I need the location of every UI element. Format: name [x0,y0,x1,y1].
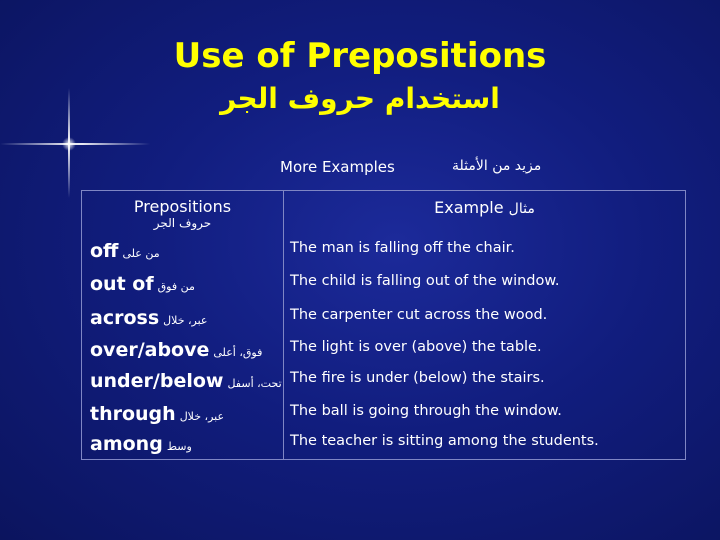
preposition-arabic: وسط [166,440,192,453]
preposition-cell [90,235,160,267]
example-sentence: The fire is under (below) the stairs. [290,370,545,386]
preposition-cell [90,428,192,460]
preposition-cell [90,365,282,397]
table-row [82,398,685,430]
header-example-label: Example [434,198,504,217]
more-examples-label: More Examples [280,158,395,176]
preposition-arabic: عبر، خلال [163,314,208,327]
example-sentence: The teacher is sitting among the students. [290,433,599,449]
preposition-word: out of [90,273,154,295]
example-sentence: The child is falling out of the window. [290,273,560,289]
prepositions-table [81,190,686,460]
table-row [82,268,685,300]
header-prepositions [82,198,283,230]
preposition-arabic: عبر، خلال [179,410,225,423]
header-example [284,198,685,217]
example-sentence: The carpenter cut across the wood. [290,307,548,323]
preposition-cell [90,398,224,430]
preposition-word: under/below [90,370,224,392]
preposition-word: through [90,403,176,425]
preposition-word: off [90,240,119,262]
table-row [82,334,685,366]
table-row [82,428,685,460]
preposition-word: across [90,307,160,329]
slide-subtitle-arabic: استخدام حروف الجر [220,82,500,115]
preposition-cell [90,302,208,334]
header-prepositions-label-arabic: حروف الجر [153,216,212,230]
sparkle-icon [62,137,76,151]
preposition-arabic: من فوق [157,280,195,293]
header-prepositions-label: Prepositions [133,197,232,216]
table-row [82,302,685,334]
table-row [82,235,685,267]
preposition-word: over/above [90,339,210,361]
preposition-arabic: من على [122,247,160,260]
more-examples-label-arabic: مزيد من الأمثلة [452,158,542,174]
slide-title: Use of Prepositions [173,36,547,76]
preposition-cell [90,334,262,366]
preposition-arabic: تحت، أسفل [227,377,282,390]
preposition-arabic: فوق، أعلى [213,346,263,359]
preposition-cell [90,268,195,300]
example-sentence: The ball is going through the window. [290,403,562,419]
example-sentence: The light is over (above) the table. [290,339,542,355]
example-sentence: The man is falling off the chair. [290,240,515,256]
header-example-label-arabic: مثال [508,201,535,217]
preposition-word: among [90,433,163,455]
table-row [82,365,685,397]
